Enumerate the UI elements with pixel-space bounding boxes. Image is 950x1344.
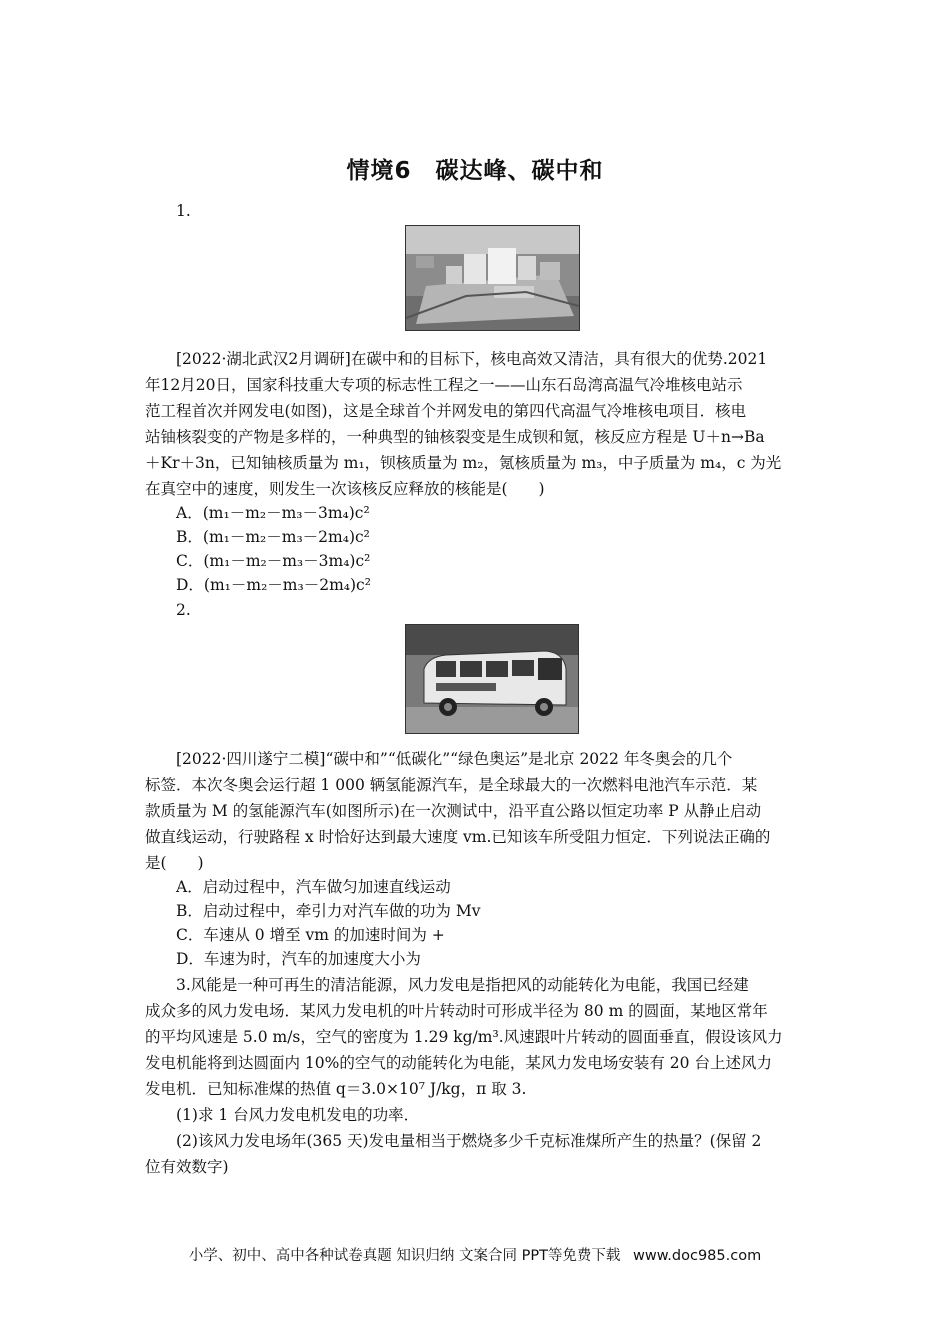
q2-line-4: 做直线运动，行驶路程 x 时恰好达到最大速度 vm.已知该车所受阻力恒定．下列说法正确的 [145, 828, 771, 846]
q3-sub-question-2-line-1: (2)该风力发电场年(365 天)发电量相当于燃烧多少千克标准煤所产生的热量？(保留 2 [176, 1132, 762, 1150]
q2-option-a: A．启动过程中，汽车做匀加速直线运动 [176, 878, 451, 896]
q1-line-6: 在真空中的速度，则发生一次该核反应释放的核能是( ) [145, 480, 545, 498]
q3-sub-question-2-line-2: 位有效数字) [145, 1158, 229, 1176]
q3-line-4: 发电机能将到达圆面内 10%的空气的动能转化为电能，某风力发电场安装有 20 台上述风力 [145, 1054, 772, 1072]
hydrogen-bus-image [406, 625, 578, 733]
footer-url-link[interactable]: www.doc985.com [633, 1248, 762, 1264]
nuclear-plant-image [406, 226, 579, 330]
nuclear-plant-photo [405, 225, 580, 331]
q2-option-c: C．车速从 0 增至 vm 的加速时间为 + [176, 926, 445, 944]
q3-line-3: 的平均风速是 5.0 m/s，空气的密度为 1.29 kg/m³.风速跟叶片转动的圆面垂直，假设该风力 [145, 1028, 783, 1046]
q1-option-b: B．(m₁－m₂－m₃－2m₄)c² [176, 528, 370, 546]
q2-line-1: [2022·四川遂宁二模]“碳中和”“低碳化”“绿色奥运”是北京 2022 年冬奥会的几个 [176, 750, 733, 768]
q3-line-5: 发电机．已知标准煤的热值 q＝3.0×10⁷ J/kg，π 取 3. [145, 1080, 527, 1098]
q1-line-5: ＋Kr＋3n，已知铀核质量为 m₁，钡核质量为 m₂，氪核质量为 m₃，中子质量为 m₄，c 为光 [145, 454, 782, 472]
q1-number: 1. [176, 202, 191, 220]
q1-option-c: C．(m₁－m₂－m₃－3m₄)c² [176, 552, 371, 570]
q2-option-d: D．车速为时，汽车的加速度大小为 [176, 950, 421, 968]
q1-option-a: A．(m₁－m₂－m₃－3m₄)c² [176, 504, 370, 522]
q3-line-1: 3.风能是一种可再生的清洁能源，风力发电是指把风的动能转化为电能，我国已经建 [176, 976, 749, 994]
q1-line-3: 范工程首次并网发电(如图)，这是全球首个并网发电的第四代高温气冷堆核电项目．核电 [145, 402, 747, 420]
page-footer [0, 1244, 950, 1265]
q1-line-2: 年12月20日，国家科技重大专项的标志性工程之一——山东石岛湾高温气冷堆核电站示 [145, 376, 743, 394]
q1-option-d: D．(m₁－m₂－m₃－2m₄)c² [176, 576, 371, 594]
footer-text: 小学、初中、高中各种试卷真题 知识归纳 文案合同 PPT等免费下载 [188, 1248, 621, 1264]
bus-photo [405, 624, 579, 734]
q2-line-3: 款质量为 M 的氢能源汽车(如图所示)在一次测试中，沿平直公路以恒定功率 P 从静止启动 [145, 802, 762, 820]
q2-line-5: 是( ) [145, 854, 204, 872]
q1-line-1: [2022·湖北武汉2月调研]在碳中和的目标下，核电高效又清洁，具有很大的优势.2021 [176, 350, 768, 368]
q2-line-2: 标签．本次冬奥会运行超 1 000 辆氢能源汽车，是全球最大的一次燃料电池汽车示范．某 [145, 776, 758, 794]
q2-number: 2. [176, 601, 191, 619]
page-title: 情境6 碳达峰、碳中和 [346, 158, 604, 184]
q3-line-2: 成众多的风力发电场．某风力发电机的叶片转动时可形成半径为 80 m 的圆面，某地区常年 [145, 1002, 768, 1020]
q2-option-b: B．启动过程中，牵引力对汽车做的功为 Mv [176, 902, 481, 920]
q3-sub-question-1: (1)求 1 台风力发电机发电的功率． [176, 1106, 420, 1124]
q1-line-4: 站铀核裂变的产物是多样的，一种典型的铀核裂变是生成钡和氪，核反应方程是 U＋n→Ba [145, 428, 765, 446]
